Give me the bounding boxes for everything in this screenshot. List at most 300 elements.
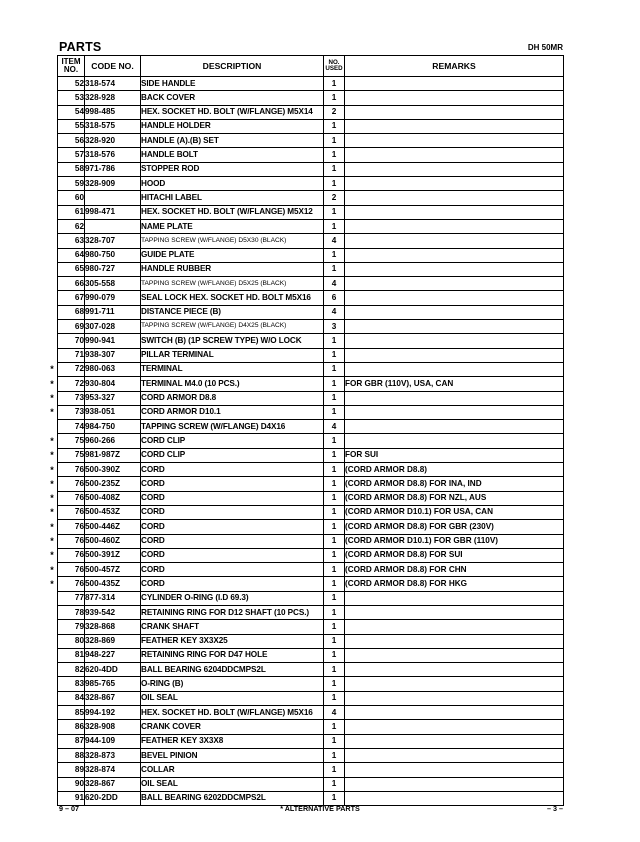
item-no-value: 69 bbox=[74, 321, 84, 331]
description-cell: CORD ARMOR D10.1 bbox=[141, 405, 324, 419]
remarks-cell bbox=[345, 605, 564, 619]
item-no-cell bbox=[58, 91, 85, 105]
remarks-cell bbox=[345, 91, 564, 105]
item-no-value: 73 bbox=[74, 393, 84, 403]
remarks-cell bbox=[345, 248, 564, 262]
no-used-cell: 4 bbox=[324, 234, 345, 248]
item-no-cell bbox=[58, 305, 85, 319]
no-used-cell: 1 bbox=[324, 148, 345, 162]
item-no-value: 71 bbox=[74, 350, 84, 360]
description-cell: O-RING (B) bbox=[141, 677, 324, 691]
alternative-part-marker: * bbox=[50, 521, 54, 532]
code-no-cell bbox=[85, 191, 141, 205]
remarks-cell: (CORD ARMOR D8.8) FOR CHN bbox=[345, 563, 564, 577]
table-row bbox=[58, 134, 564, 148]
remarks-cell: (CORD ARMOR D8.8) FOR NZL, AUS bbox=[345, 491, 564, 505]
table-row bbox=[58, 405, 564, 419]
item-no-cell bbox=[50, 448, 85, 462]
item-no-value: 79 bbox=[74, 621, 84, 631]
item-no-value: 76 bbox=[74, 521, 84, 531]
code-no-cell: 328-909 bbox=[85, 177, 141, 191]
code-no-cell: 944-109 bbox=[85, 734, 141, 748]
no-used-cell: 1 bbox=[324, 491, 345, 505]
no-used-cell: 1 bbox=[324, 563, 345, 577]
no-used-cell: 1 bbox=[324, 791, 345, 805]
no-used-cell: 1 bbox=[324, 577, 345, 591]
code-no-cell: 328-908 bbox=[85, 720, 141, 734]
item-no-value: 76 bbox=[74, 507, 84, 517]
item-no-value: 80 bbox=[74, 636, 84, 646]
item-no-value: 77 bbox=[74, 593, 84, 603]
code-no-cell: 938-307 bbox=[85, 348, 141, 362]
table-row bbox=[58, 148, 564, 162]
table-row bbox=[58, 177, 564, 191]
code-no-cell: 930-804 bbox=[85, 377, 141, 391]
item-no-cell bbox=[50, 377, 85, 391]
remarks-cell bbox=[345, 420, 564, 434]
item-no-value: 86 bbox=[74, 721, 84, 731]
no-used-cell: 1 bbox=[324, 219, 345, 233]
code-no-cell: 328-868 bbox=[85, 620, 141, 634]
item-no-value: 65 bbox=[74, 264, 84, 274]
description-cell: CORD bbox=[141, 477, 324, 491]
item-no-value: 82 bbox=[74, 664, 84, 674]
remarks-cell: (CORD ARMOR D10.1) FOR USA, CAN bbox=[345, 505, 564, 519]
table-row bbox=[58, 77, 564, 91]
table-row bbox=[58, 320, 564, 334]
no-used-cell: 1 bbox=[324, 205, 345, 219]
remarks-cell bbox=[345, 677, 564, 691]
no-used-cell: 1 bbox=[324, 448, 345, 462]
no-used-cell: 4 bbox=[324, 706, 345, 720]
item-no-header: ITEM NO. bbox=[58, 56, 85, 77]
no-used-cell: 2 bbox=[324, 191, 345, 205]
remarks-cell: (CORD ARMOR D8.8) FOR SUI bbox=[345, 548, 564, 562]
no-used-cell: 4 bbox=[324, 305, 345, 319]
remarks-cell bbox=[345, 706, 564, 720]
code-no-cell: 985-765 bbox=[85, 677, 141, 691]
table-row bbox=[58, 420, 564, 434]
item-no-cell bbox=[50, 520, 85, 534]
remarks-cell bbox=[345, 405, 564, 419]
remarks-cell: (CORD ARMOR D8.8) FOR HKG bbox=[345, 577, 564, 591]
description-header: DESCRIPTION bbox=[141, 56, 324, 77]
no-used-cell: 1 bbox=[324, 362, 345, 376]
item-no-value: 76 bbox=[74, 550, 84, 560]
description-cell: CORD bbox=[141, 548, 324, 562]
code-no-cell: 938-051 bbox=[85, 405, 141, 419]
no-used-cell: 1 bbox=[324, 777, 345, 791]
description-cell: RETAINING RING FOR D12 SHAFT (10 PCS.) bbox=[141, 605, 324, 619]
item-no-value: 52 bbox=[74, 78, 84, 88]
code-no-cell: 994-192 bbox=[85, 706, 141, 720]
table-row bbox=[58, 534, 564, 548]
description-cell: CORD bbox=[141, 491, 324, 505]
item-no-value: 66 bbox=[74, 278, 84, 288]
code-no-cell: 953-327 bbox=[85, 391, 141, 405]
table-row bbox=[58, 491, 564, 505]
code-no-cell: 980-063 bbox=[85, 362, 141, 376]
item-no-value: 76 bbox=[74, 536, 84, 546]
code-no-cell: 877-314 bbox=[85, 591, 141, 605]
code-no-cell: 318-575 bbox=[85, 119, 141, 133]
table-row bbox=[58, 234, 564, 248]
code-no-cell: 998-485 bbox=[85, 105, 141, 119]
alternative-part-marker: * bbox=[50, 564, 54, 575]
item-no-cell bbox=[58, 591, 85, 605]
table-header-row bbox=[58, 56, 564, 77]
table-row bbox=[58, 362, 564, 376]
description-cell: NAME PLATE bbox=[141, 219, 324, 233]
remarks-cell bbox=[345, 105, 564, 119]
remarks-cell: FOR SUI bbox=[345, 448, 564, 462]
remarks-cell bbox=[345, 634, 564, 648]
item-no-value: 76 bbox=[74, 578, 84, 588]
code-no-cell: 984-750 bbox=[85, 420, 141, 434]
code-no-cell: 328-928 bbox=[85, 91, 141, 105]
code-no-cell: 990-079 bbox=[85, 291, 141, 305]
item-no-cell bbox=[58, 177, 85, 191]
item-no-cell bbox=[58, 334, 85, 348]
code-no-cell: 500-408Z bbox=[85, 491, 141, 505]
description-cell: HEX. SOCKET HD. BOLT (W/FLANGE) M5X14 bbox=[141, 105, 324, 119]
alternative-part-marker: * bbox=[50, 450, 54, 461]
description-cell: CORD ARMOR D8.8 bbox=[141, 391, 324, 405]
item-no-value: 89 bbox=[74, 764, 84, 774]
description-cell: TAPPING SCREW (W/FLANGE) D4X16 bbox=[141, 420, 324, 434]
footer-legend: * ALTERNATIVE PARTS bbox=[280, 804, 360, 813]
item-no-cell bbox=[58, 605, 85, 619]
item-no-cell bbox=[58, 219, 85, 233]
no-used-cell: 1 bbox=[324, 477, 345, 491]
code-no-cell: 328-873 bbox=[85, 748, 141, 762]
code-no-cell: 971-786 bbox=[85, 162, 141, 176]
item-no-cell bbox=[50, 577, 85, 591]
alternative-part-marker: * bbox=[50, 464, 54, 475]
item-no-cell bbox=[50, 391, 85, 405]
item-no-cell bbox=[58, 262, 85, 276]
item-no-cell bbox=[58, 648, 85, 662]
item-no-value: 75 bbox=[74, 435, 84, 445]
description-cell: OIL SEAL bbox=[141, 691, 324, 705]
parts-table bbox=[50, 55, 564, 806]
item-no-cell bbox=[58, 620, 85, 634]
remarks-cell: (CORD ARMOR D8.8) FOR GBR (230V) bbox=[345, 520, 564, 534]
description-cell: TERMINAL M4.0 (10 PCS.) bbox=[141, 377, 324, 391]
remarks-cell bbox=[345, 763, 564, 777]
table-row bbox=[58, 563, 564, 577]
item-no-value: 72 bbox=[74, 364, 84, 374]
remarks-cell bbox=[345, 320, 564, 334]
description-cell: RETAINING RING FOR D47 HOLE bbox=[141, 648, 324, 662]
no-used-cell: 1 bbox=[324, 520, 345, 534]
remarks-cell bbox=[345, 362, 564, 376]
code-no-cell: 991-711 bbox=[85, 305, 141, 319]
item-no-value: 58 bbox=[74, 164, 84, 174]
remarks-cell: (CORD ARMOR D10.1) FOR GBR (110V) bbox=[345, 534, 564, 548]
item-no-value: 85 bbox=[74, 707, 84, 717]
description-cell: HITACHI LABEL bbox=[141, 191, 324, 205]
description-cell: CORD bbox=[141, 520, 324, 534]
item-no-cell bbox=[58, 706, 85, 720]
remarks-cell bbox=[345, 334, 564, 348]
code-no-cell: 939-542 bbox=[85, 605, 141, 619]
table-row bbox=[58, 191, 564, 205]
no-used-cell: 1 bbox=[324, 748, 345, 762]
description-cell: DISTANCE PIECE (B) bbox=[141, 305, 324, 319]
no-used-header: NO. USED bbox=[324, 56, 345, 77]
item-no-value: 78 bbox=[74, 607, 84, 617]
table-row bbox=[58, 105, 564, 119]
description-cell: PILLAR TERMINAL bbox=[141, 348, 324, 362]
alternative-part-marker: * bbox=[50, 550, 54, 561]
remarks-cell bbox=[345, 434, 564, 448]
table-row bbox=[58, 548, 564, 562]
item-no-cell bbox=[58, 734, 85, 748]
description-cell: TAPPING SCREW (W/FLANGE) D4X25 (BLACK) bbox=[141, 320, 324, 334]
code-no-cell: 998-471 bbox=[85, 205, 141, 219]
no-used-cell: 1 bbox=[324, 605, 345, 619]
remarks-cell bbox=[345, 663, 564, 677]
item-no-cell bbox=[58, 663, 85, 677]
alternative-part-marker: * bbox=[50, 578, 54, 589]
remarks-cell bbox=[345, 748, 564, 762]
item-no-value: 53 bbox=[74, 92, 84, 102]
description-cell: COLLAR bbox=[141, 763, 324, 777]
item-no-value: 88 bbox=[74, 750, 84, 760]
item-no-cell bbox=[50, 434, 85, 448]
description-cell: OIL SEAL bbox=[141, 777, 324, 791]
item-no-cell bbox=[58, 134, 85, 148]
table-row bbox=[58, 248, 564, 262]
code-no-cell: 960-266 bbox=[85, 434, 141, 448]
item-no-cell bbox=[58, 691, 85, 705]
code-no-cell: 328-707 bbox=[85, 234, 141, 248]
table-row bbox=[58, 520, 564, 534]
description-cell: TAPPING SCREW (W/FLANGE) D5X25 (BLACK) bbox=[141, 277, 324, 291]
no-used-cell: 1 bbox=[324, 505, 345, 519]
code-no-cell: 500-446Z bbox=[85, 520, 141, 534]
footer-page-number: – 3 – bbox=[547, 804, 563, 813]
table-row bbox=[58, 505, 564, 519]
description-cell: CRANK COVER bbox=[141, 720, 324, 734]
page-title: PARTS bbox=[59, 40, 102, 54]
code-no-cell: 500-390Z bbox=[85, 463, 141, 477]
item-no-value: 75 bbox=[74, 450, 84, 460]
item-no-cell bbox=[58, 420, 85, 434]
alternative-part-marker: * bbox=[50, 536, 54, 547]
item-no-cell bbox=[50, 534, 85, 548]
table-row bbox=[58, 477, 564, 491]
alternative-part-marker: * bbox=[50, 435, 54, 446]
table-row bbox=[58, 348, 564, 362]
remarks-cell bbox=[345, 648, 564, 662]
item-no-cell bbox=[58, 162, 85, 176]
description-cell: HEX. SOCKET HD. BOLT (W/FLANGE) M5X16 bbox=[141, 706, 324, 720]
table-row bbox=[58, 634, 564, 648]
remarks-cell bbox=[345, 177, 564, 191]
code-no-cell: 328-867 bbox=[85, 691, 141, 705]
remarks-cell bbox=[345, 620, 564, 634]
code-no-cell: 980-750 bbox=[85, 248, 141, 262]
table-row bbox=[58, 334, 564, 348]
item-no-value: 70 bbox=[74, 335, 84, 345]
table-row bbox=[58, 119, 564, 133]
remarks-cell bbox=[345, 134, 564, 148]
code-no-cell: 620-4DD bbox=[85, 663, 141, 677]
table-row bbox=[58, 277, 564, 291]
description-cell: GUIDE PLATE bbox=[141, 248, 324, 262]
item-no-value: 63 bbox=[74, 235, 84, 245]
description-cell: SEAL LOCK HEX. SOCKET HD. BOLT M5X16 bbox=[141, 291, 324, 305]
item-no-cell bbox=[58, 677, 85, 691]
item-no-value: 67 bbox=[74, 293, 84, 302]
code-no-cell: 620-2DD bbox=[85, 791, 141, 805]
description-cell: HOOD bbox=[141, 177, 324, 191]
no-used-cell: 1 bbox=[324, 334, 345, 348]
item-no-cell bbox=[58, 763, 85, 777]
code-no-cell: 328-874 bbox=[85, 763, 141, 777]
alternative-part-marker: * bbox=[50, 393, 54, 404]
code-no-cell: 981-987Z bbox=[85, 448, 141, 462]
description-cell: CORD bbox=[141, 505, 324, 519]
model-number: DH 50MR bbox=[527, 43, 563, 52]
item-no-cell bbox=[58, 720, 85, 734]
no-used-cell: 1 bbox=[324, 691, 345, 705]
item-no-cell bbox=[58, 277, 85, 291]
table-row bbox=[58, 663, 564, 677]
remarks-cell: (CORD ARMOR D8.8) FOR INA, IND bbox=[345, 477, 564, 491]
item-no-cell bbox=[58, 777, 85, 791]
item-no-value: 83 bbox=[74, 679, 84, 689]
item-no-cell bbox=[50, 505, 85, 519]
table-row bbox=[58, 391, 564, 405]
item-no-cell bbox=[58, 77, 85, 91]
code-no-cell bbox=[85, 219, 141, 233]
table-row bbox=[58, 91, 564, 105]
no-used-cell: 1 bbox=[324, 391, 345, 405]
alternative-part-marker: * bbox=[50, 407, 54, 418]
alternative-part-marker: * bbox=[50, 493, 54, 504]
no-used-cell: 1 bbox=[324, 348, 345, 362]
code-no-cell: 328-920 bbox=[85, 134, 141, 148]
item-no-value: 61 bbox=[74, 207, 84, 217]
item-no-value: 57 bbox=[74, 150, 84, 160]
description-cell: CYLINDER O-RING (I.D 69.3) bbox=[141, 591, 324, 605]
remarks-cell bbox=[345, 234, 564, 248]
table-row bbox=[58, 448, 564, 462]
code-no-header: CODE NO. bbox=[85, 56, 141, 77]
item-no-cell bbox=[50, 548, 85, 562]
item-no-cell bbox=[58, 205, 85, 219]
code-no-cell: 307-028 bbox=[85, 320, 141, 334]
remarks-header: REMARKS bbox=[345, 56, 564, 77]
table-row bbox=[58, 734, 564, 748]
code-no-cell: 500-435Z bbox=[85, 577, 141, 591]
description-cell: CORD bbox=[141, 463, 324, 477]
item-no-value: 54 bbox=[74, 107, 84, 117]
code-no-cell: 318-576 bbox=[85, 148, 141, 162]
item-no-cell bbox=[58, 191, 85, 205]
table-row bbox=[58, 777, 564, 791]
no-used-cell: 1 bbox=[324, 463, 345, 477]
code-no-cell: 328-869 bbox=[85, 634, 141, 648]
no-used-cell: 1 bbox=[324, 534, 345, 548]
no-used-cell: 1 bbox=[324, 734, 345, 748]
code-no-cell: 500-391Z bbox=[85, 548, 141, 562]
code-no-cell: 980-727 bbox=[85, 262, 141, 276]
code-no-cell: 500-235Z bbox=[85, 477, 141, 491]
no-used-cell: 1 bbox=[324, 720, 345, 734]
item-no-cell bbox=[58, 634, 85, 648]
item-no-value: 73 bbox=[74, 407, 84, 417]
no-used-cell: 1 bbox=[324, 677, 345, 691]
description-cell: BALL BEARING 6202DDCMPS2L bbox=[141, 791, 324, 805]
item-no-value: 55 bbox=[74, 121, 84, 131]
item-no-value: 76 bbox=[74, 493, 84, 503]
description-cell: HANDLE RUBBER bbox=[141, 262, 324, 276]
no-used-cell: 1 bbox=[324, 763, 345, 777]
description-cell: CORD bbox=[141, 563, 324, 577]
no-used-cell: 1 bbox=[324, 91, 345, 105]
alternative-part-marker: * bbox=[50, 478, 54, 489]
item-no-cell bbox=[50, 563, 85, 577]
remarks-cell bbox=[345, 205, 564, 219]
code-no-cell: 500-460Z bbox=[85, 534, 141, 548]
item-no-value: 64 bbox=[74, 250, 84, 260]
remarks-cell bbox=[345, 148, 564, 162]
remarks-cell bbox=[345, 162, 564, 176]
table-row bbox=[58, 720, 564, 734]
no-used-cell: 1 bbox=[324, 548, 345, 562]
description-cell: FEATHER KEY 3X3X25 bbox=[141, 634, 324, 648]
table-row bbox=[58, 305, 564, 319]
item-no-value: 60 bbox=[74, 192, 84, 202]
description-cell: SIDE HANDLE bbox=[141, 77, 324, 91]
description-cell: BACK COVER bbox=[141, 91, 324, 105]
no-used-cell: 6 bbox=[324, 291, 345, 305]
no-used-cell: 1 bbox=[324, 634, 345, 648]
item-no-cell bbox=[58, 105, 85, 119]
item-no-value: 68 bbox=[74, 307, 84, 317]
table-row bbox=[58, 706, 564, 720]
alternative-part-marker: * bbox=[50, 378, 54, 389]
remarks-cell bbox=[345, 720, 564, 734]
item-no-value: 87 bbox=[74, 736, 84, 746]
item-no-value: 76 bbox=[74, 564, 84, 574]
table-row bbox=[58, 648, 564, 662]
item-no-cell bbox=[58, 291, 85, 305]
table-row bbox=[58, 691, 564, 705]
item-no-cell bbox=[58, 320, 85, 334]
description-cell: HANDLE (A).(B) SET bbox=[141, 134, 324, 148]
item-no-cell bbox=[58, 148, 85, 162]
description-cell: SWITCH (B) (1P SCREW TYPE) W/O LOCK bbox=[141, 334, 324, 348]
table-row bbox=[58, 748, 564, 762]
table-row bbox=[58, 463, 564, 477]
no-used-cell: 1 bbox=[324, 377, 345, 391]
item-no-value: 59 bbox=[74, 178, 84, 188]
no-used-cell: 1 bbox=[324, 620, 345, 634]
description-cell: STOPPER ROD bbox=[141, 162, 324, 176]
footer-date: 9 – 07 bbox=[59, 804, 79, 813]
remarks-cell bbox=[345, 291, 564, 305]
description-cell: HANDLE BOLT bbox=[141, 148, 324, 162]
remarks-cell bbox=[345, 262, 564, 276]
description-cell: HEX. SOCKET HD. BOLT (W/FLANGE) M5X12 bbox=[141, 205, 324, 219]
item-no-cell bbox=[58, 748, 85, 762]
description-cell: TAPPING SCREW (W/FLANGE) D5X30 (BLACK) bbox=[141, 234, 324, 248]
